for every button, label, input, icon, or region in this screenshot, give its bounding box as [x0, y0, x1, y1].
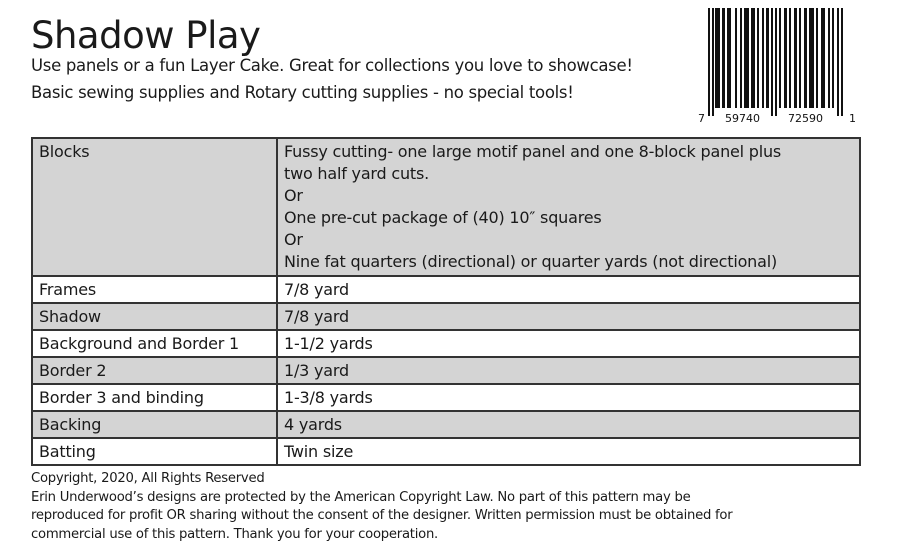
copyright-line: Copyright, 2020, All Rights Reserved [31, 471, 265, 486]
table-row [33, 410, 859, 437]
row-label: Batting [33, 439, 278, 464]
barcode-icon [698, 6, 863, 124]
table-row [33, 383, 859, 410]
table-row [33, 139, 859, 275]
copyright-notice [31, 470, 881, 544]
page-title: Shadow Play [31, 14, 261, 57]
table-row [33, 275, 859, 302]
row-label: Border 3 and binding [33, 385, 278, 410]
row-label: Background and Border 1 [33, 331, 278, 356]
copyright-line: commercial use of this pattern. Thank you for your cooperation. [31, 526, 438, 542]
row-value: 1-1/2 yards [284, 334, 373, 353]
copyright-line: reproduced for profit OR sharing without the consent of the designer. Written permission must be obtained for [31, 508, 733, 523]
copyright-line: Erin Underwood’s designs are protected by the American Copyright Law. No part of this pattern may be [31, 489, 691, 505]
row-value: 7/8 yard [284, 307, 349, 326]
value-line: Or [284, 186, 303, 205]
value-line: One pre-cut package of (40) 10″ squares [284, 208, 602, 227]
row-label: Frames [33, 277, 278, 302]
subtitle-line-1: Use panels or a fun Layer Cake. Great for collections you love to showcase! [31, 56, 633, 75]
barcode-digit-check: 1 [849, 112, 856, 124]
row-value: 1/3 yard [284, 361, 349, 380]
value-line: Or [284, 230, 303, 249]
barcode-digit-group-1: 59740 [725, 112, 760, 124]
table-row [33, 356, 859, 383]
row-label: Shadow [33, 304, 278, 329]
row-label: Blocks [33, 139, 278, 275]
row-value: 4 yards [284, 415, 342, 434]
row-value [278, 139, 859, 275]
table-row [33, 437, 859, 464]
fabric-requirements-table [31, 137, 861, 466]
row-value: Twin size [284, 442, 354, 461]
value-line: two half yard cuts. [284, 164, 429, 183]
table-row [33, 329, 859, 356]
row-label: Backing [33, 412, 278, 437]
barcode-digit-1: 7 [698, 112, 705, 124]
value-line: Fussy cutting- one large motif panel and one 8-block panel plus [284, 142, 782, 161]
table-row [33, 302, 859, 329]
row-value: 1-3/8 yards [284, 388, 373, 407]
row-value: 7/8 yard [284, 280, 349, 299]
value-line: Nine fat quarters (directional) or quarter yards (not directional) [284, 252, 778, 271]
barcode-digit-group-2: 72590 [788, 112, 823, 124]
row-label: Border 2 [33, 358, 278, 383]
subtitle-line-2: Basic sewing supplies and Rotary cutting supplies - no special tools! [31, 83, 574, 102]
